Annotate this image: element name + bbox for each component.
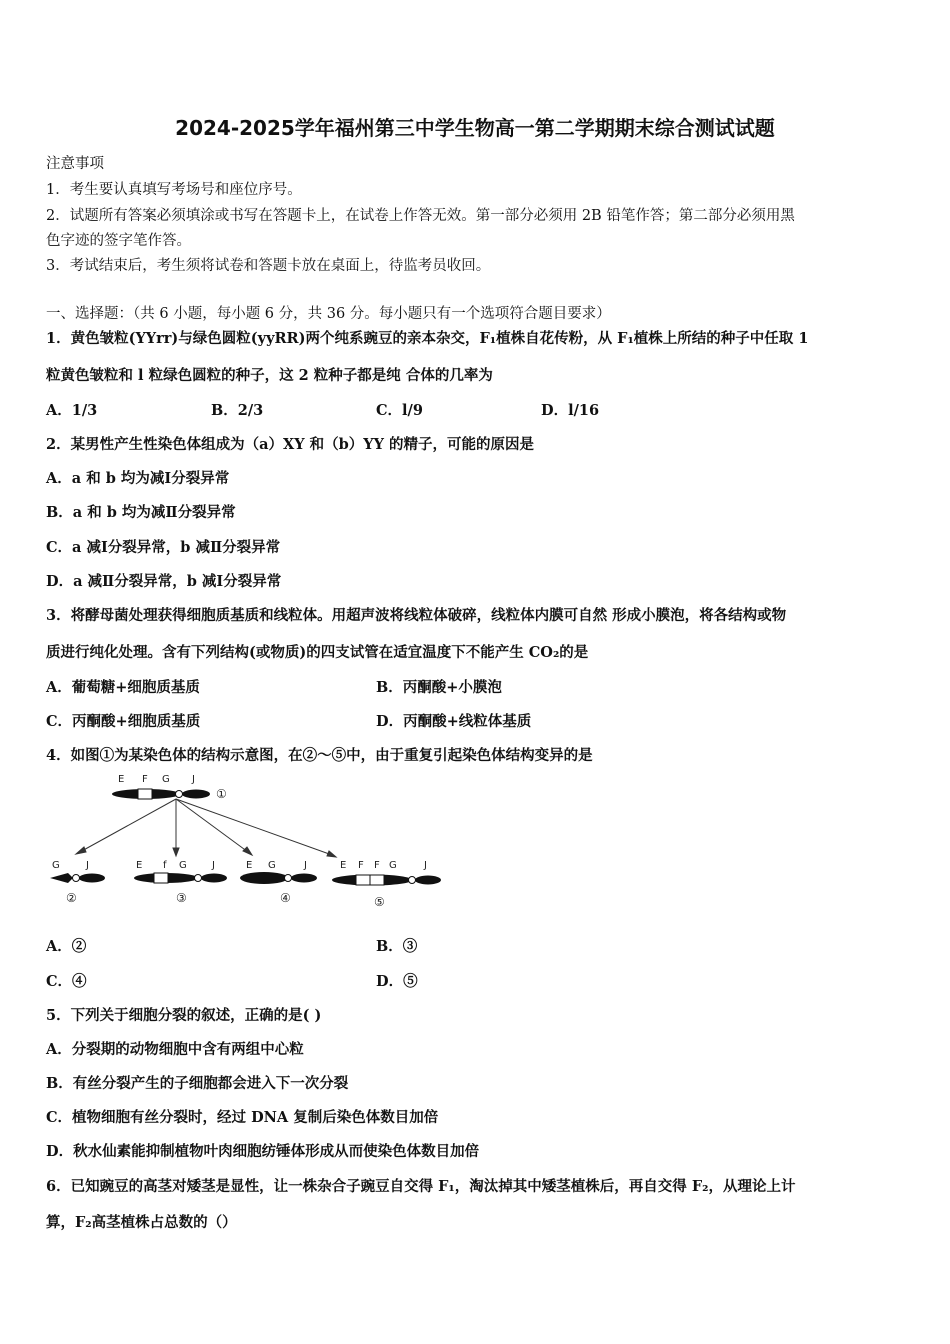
q1-stem-line1: 1．黄色皱粒(YYrr)与绿色圆粒(yyRR)两个纯系豌豆的亲本杂交，F₁植株自花传粉，从 F₁植株上所结的种子中任取 1 bbox=[46, 330, 809, 347]
gene-label: J bbox=[304, 860, 307, 871]
gene-label: J bbox=[192, 774, 195, 785]
chromosome-3 bbox=[134, 860, 227, 905]
gene-label: E bbox=[340, 860, 347, 871]
q5-option-a: A．分裂期的动物细胞中含有两组中心粒 bbox=[46, 1041, 304, 1058]
q1-option-a: A．1/3 bbox=[46, 402, 98, 419]
q2-option-c: C．a 减Ⅰ分裂异常，b 减Ⅱ分裂异常 bbox=[46, 539, 281, 556]
chromosome-1 bbox=[112, 774, 227, 801]
arrows bbox=[76, 799, 336, 857]
gene-label: G bbox=[389, 860, 397, 871]
q4-stem: 4．如图①为某染色体的结构示意图，在②～⑤中，由于重复引起染色体结构变异的是 bbox=[46, 747, 593, 764]
chromosome-2 bbox=[50, 860, 105, 905]
q1-option-d: D．l/16 bbox=[541, 402, 600, 419]
q2-option-b: B．a 和 b 均为减Ⅱ分裂异常 bbox=[46, 504, 236, 521]
notice-item: 2．试题所有答案必须填涂或书写在答题卡上，在试卷上作答无效。第一部分必须用 2B 铅笔作答；第二部分必须用黑 bbox=[46, 208, 795, 224]
q1-option-b: B．2/3 bbox=[211, 402, 264, 419]
gene-label: F bbox=[142, 774, 148, 785]
q5-stem: 5．下列关于细胞分裂的叙述，正确的是( ) bbox=[46, 1007, 322, 1024]
chromosome-figure bbox=[46, 770, 456, 920]
notice-item: 3．考试结束后，考生须将试卷和答题卡放在桌面上，待监考员收回。 bbox=[46, 258, 491, 274]
q5-option-c: C．植物细胞有丝分裂时，经过 DNA 复制后染色体数目加倍 bbox=[46, 1109, 439, 1126]
q5-option-d: D．秋水仙素能抑制植物叶肉细胞纺锤体形成从而使染色体数目加倍 bbox=[46, 1143, 480, 1160]
q1-stem-line2: 粒黄色皱粒和 l 粒绿色圆粒的种子，这 2 粒种子都是纯 合体的几率为 bbox=[46, 367, 493, 384]
chromosome-5 bbox=[332, 860, 441, 909]
q2-stem: 2．某男性产生性染色体组成为（a）XY 和（b）YY 的精子，可能的原因是 bbox=[46, 436, 535, 453]
gene-label: F bbox=[358, 860, 364, 871]
chromosome-4 bbox=[240, 860, 317, 905]
gene-label: J bbox=[424, 860, 427, 871]
gene-label: J bbox=[86, 860, 89, 871]
gene-label: G bbox=[268, 860, 276, 871]
q4-option-b: B．③ bbox=[376, 938, 418, 955]
q6-stem-line1: 6．已知豌豆的高茎对矮茎是显性，让一株杂合子豌豆自交得 F₁，淘汰掉其中矮茎植株后，再自交得 F₂，从理论上计 bbox=[46, 1178, 796, 1195]
q4-option-c: C．④ bbox=[46, 973, 87, 990]
q1-option-c: C．l/9 bbox=[376, 402, 423, 419]
q2-option-d: D．a 减Ⅱ分裂异常，b 减Ⅰ分裂异常 bbox=[46, 573, 282, 590]
figure-number: ③ bbox=[176, 891, 187, 905]
q3-option-c: C．丙酮酸+细胞质基质 bbox=[46, 713, 201, 730]
q3-option-d: D．丙酮酸+线粒体基质 bbox=[376, 713, 532, 730]
notice-heading: 注意事项 bbox=[46, 156, 104, 172]
figure-number: ① bbox=[216, 787, 227, 801]
gene-label: f bbox=[163, 860, 167, 871]
notice-item: 1．考生要认真填写考场号和座位序号。 bbox=[46, 182, 302, 198]
q3-option-a: A．葡萄糖+细胞质基质 bbox=[46, 679, 200, 696]
q4-option-d: D．⑤ bbox=[376, 973, 418, 990]
figure-number: ④ bbox=[280, 891, 291, 905]
q2-option-a: A．a 和 b 均为减Ⅰ分裂异常 bbox=[46, 470, 230, 487]
q4-option-a: A．② bbox=[46, 938, 87, 955]
q6-stem-line2: 算，F₂高茎植株占总数的（） bbox=[46, 1214, 237, 1231]
gene-label: E bbox=[118, 774, 125, 785]
q3-stem-line2: 质进行纯化处理。含有下列结构(或物质)的四支试管在适宜温度下不能产生 CO₂的是 bbox=[46, 644, 589, 661]
gene-label: G bbox=[52, 860, 60, 871]
page-title: 2024-2025学年福州第三中学生物高一第二学期期末综合测试试题 bbox=[175, 116, 775, 140]
gene-label: J bbox=[212, 860, 215, 871]
notice-item: 色字迹的签字笔作答。 bbox=[46, 233, 191, 249]
figure-number: ⑤ bbox=[374, 895, 385, 909]
figure-number: ② bbox=[66, 891, 77, 905]
gene-label: E bbox=[136, 860, 143, 871]
gene-label: G bbox=[179, 860, 187, 871]
gene-label: G bbox=[162, 774, 170, 785]
q5-option-b: B．有丝分裂产生的子细胞都会进入下一次分裂 bbox=[46, 1075, 349, 1092]
section-heading: 一、选择题：（共 6 小题，每小题 6 分，共 36 分。每小题只有一个选项符合题目要求） bbox=[46, 306, 611, 322]
q3-option-b: B．丙酮酸+小膜泡 bbox=[376, 679, 502, 696]
gene-label: F bbox=[374, 860, 380, 871]
q3-stem-line1: 3．将酵母菌处理获得细胞质基质和线粒体。用超声波将线粒体破碎，线粒体内膜可自然 形成小膜泡，将各结构或物 bbox=[46, 607, 787, 624]
gene-label: E bbox=[246, 860, 253, 871]
